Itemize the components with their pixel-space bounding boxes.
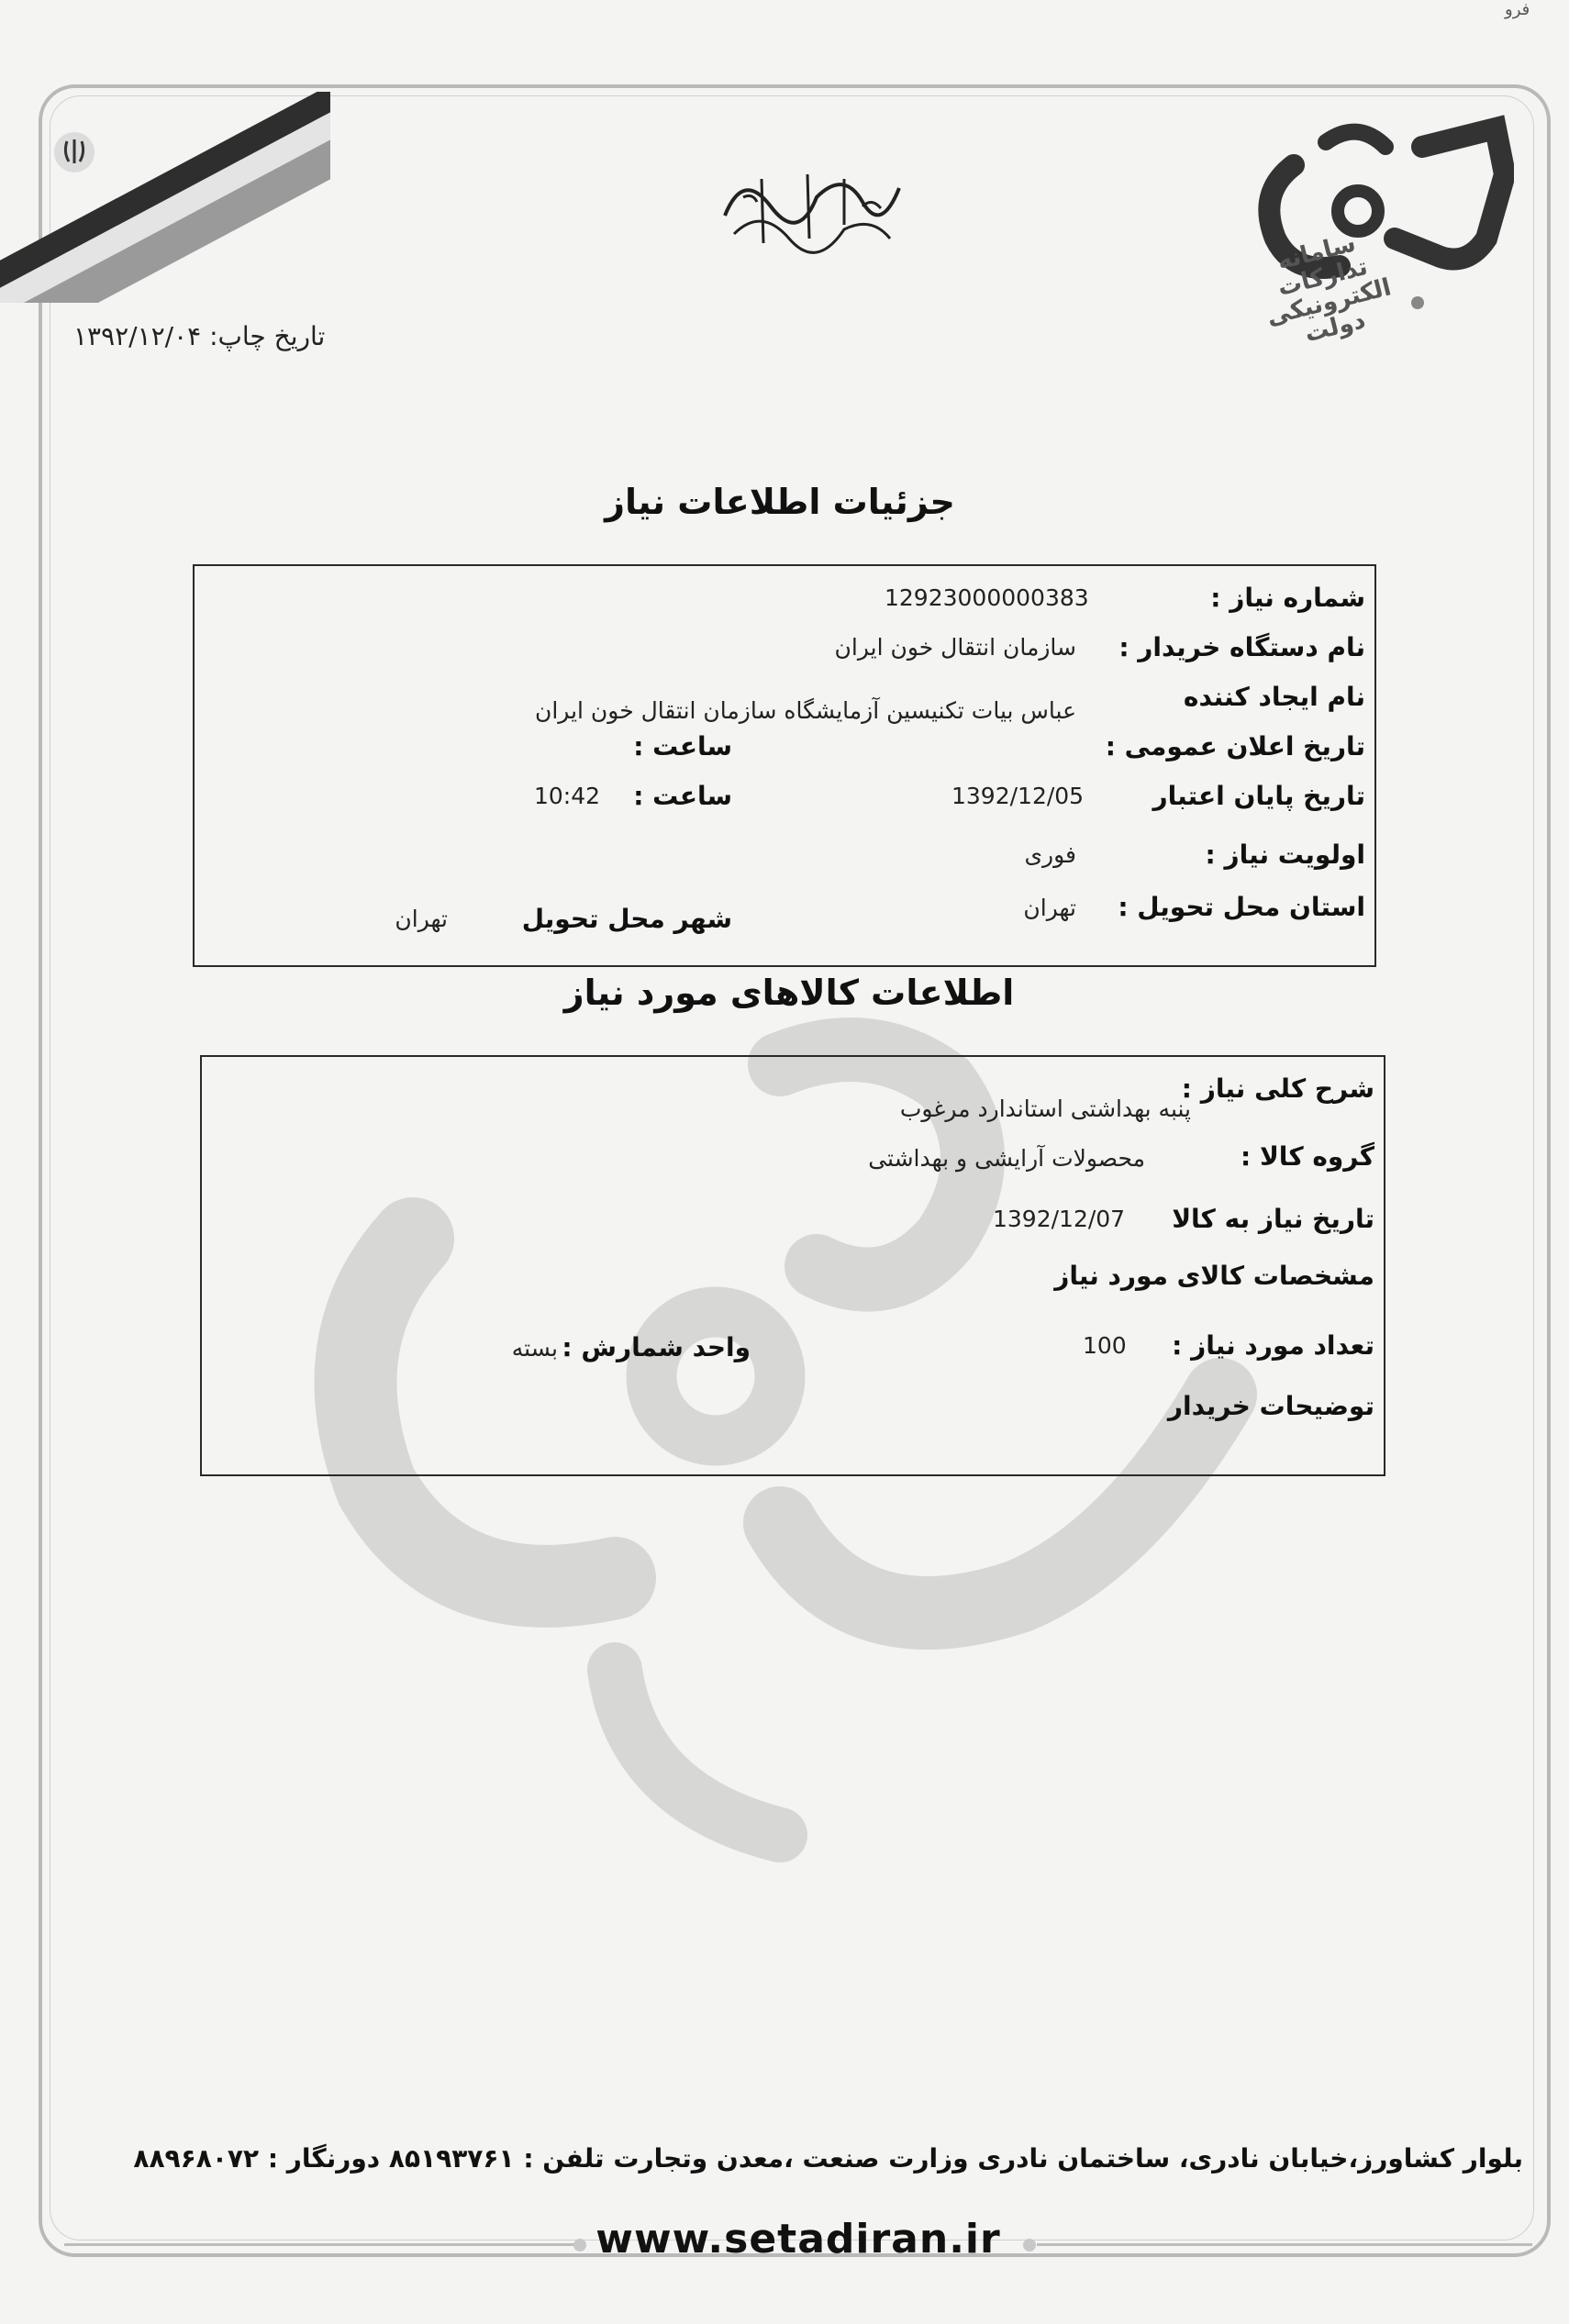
footer-divider-right [1037,2243,1532,2246]
footer-dot-right [1023,2239,1036,2252]
validity-end-label: تاریخ پایان اعتبار [1152,781,1365,811]
announce-time-label: ساعت : [633,731,732,762]
goods-group-value: محصولات آرایشی و بهداشتی [868,1145,1145,1172]
emblem-icon [50,128,98,176]
buyer-notes-label: توضیحات خریدار [1167,1391,1374,1421]
quantity-label: تعداد مورد نیاز : [1172,1330,1374,1361]
buyer-org-label: نام دستگاه خریدار : [1118,632,1365,662]
buyer-org-value: سازمان انتقال خون ایران [834,634,1076,661]
validity-end-date: 1392/12/05 [951,783,1085,809]
basmala-calligraphy-icon [707,151,908,261]
corner-text: فرو [1505,0,1530,19]
priority-value: فوری [1024,841,1076,868]
need-date-label: تاریخ نیاز به کالا [1172,1204,1374,1234]
specs-label: مشخصات کالای مورد نیاز [1054,1261,1374,1291]
goods-group-label: گروه کالا : [1241,1141,1374,1172]
footer-website: www.setadiran.ir [595,2216,1001,2263]
validity-time-label: ساعت : [633,781,732,811]
print-date-value: ۱۳۹۲/۱۲/۰۴ [73,321,202,351]
creator-label: نام ایجاد کننده [1183,682,1365,712]
unit-value: بسته [511,1335,558,1362]
city-label: شهر محل تحویل [521,904,732,934]
need-date-value: 1392/12/07 [993,1206,1126,1232]
city-value: تهران [395,906,448,932]
section-title-goods-info: اطلاعات کالاهای مورد نیاز [563,973,1015,1013]
logo-caption: سامانه تدارکات الکترونیکی دولت [1263,229,1395,349]
quantity-value: 100 [1083,1332,1127,1359]
footer-address: بلوار کشاورز،خیابان نادری، ساختمان نادری وزارت صنعت ،معدن وتجارت تلفن : ۸۵۱۹۳۷۶۱ دورنگار : ۸۸۹۶۸۰۷۲ [133,2143,1523,2174]
description-value: پنبه بهداشتی استاندارد مرغوب [899,1095,1191,1122]
print-date-label: تاریخ چاپ: [209,321,326,351]
section-title-need-details: جزئیات اطلاعات نیاز [605,482,955,522]
creator-value: عباس بیات تکنیسین آزمایشگاه سازمان انتقال خون ایران [534,697,1076,724]
unit-label: واحد شمارش : [562,1332,751,1362]
description-label: شرح کلی نیاز : [1181,1073,1374,1104]
goods-info-box [200,1055,1385,1476]
need-number-value: 12923000000383 [885,584,1089,611]
footer-divider-left [64,2243,578,2246]
iran-flag-band [0,92,330,303]
province-value: تهران [1023,895,1076,921]
need-number-label: شماره نیاز : [1210,583,1365,613]
need-details-box [193,564,1376,967]
print-date [73,321,325,351]
priority-label: اولویت نیاز : [1205,840,1365,870]
validity-time-value: 10:42 [534,783,601,809]
province-label: استان محل تحویل : [1118,892,1365,922]
announce-date-label: تاریخ اعلان عمومی : [1105,731,1365,762]
